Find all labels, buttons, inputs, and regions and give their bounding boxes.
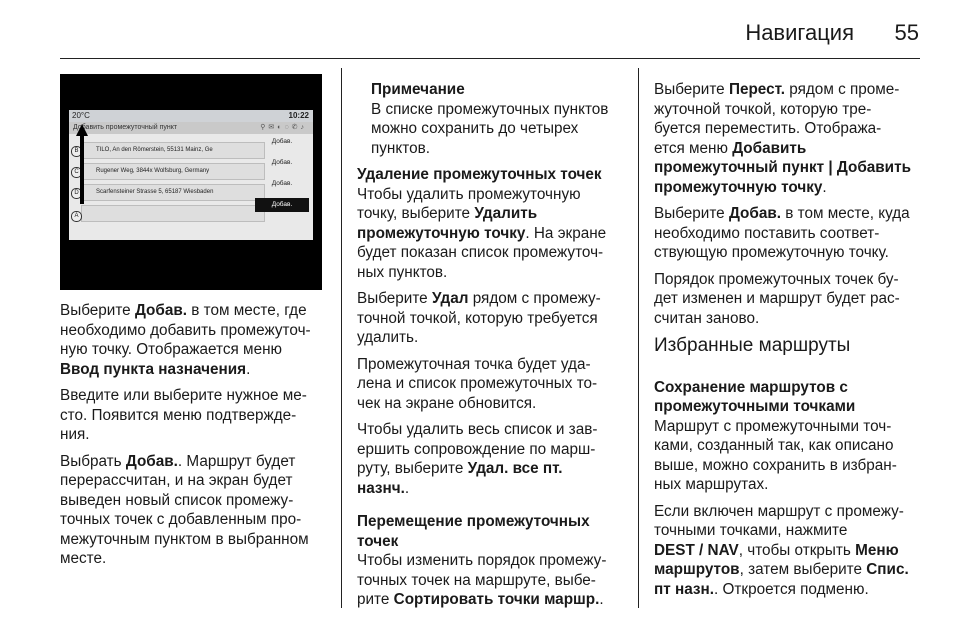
paragraph: [60, 301, 335, 379]
text: В списке промежуточных пунктов: [371, 100, 609, 118]
text: .: [404, 479, 410, 497]
note: [357, 80, 635, 158]
add-button-selected[interactable]: Добав.: [255, 198, 309, 212]
page-header: [0, 0, 960, 60]
text: , затем выберите: [739, 561, 867, 578]
text: ершить сопровождение по марш-: [357, 440, 596, 458]
heading-line: промежуточными точками: [654, 398, 856, 415]
clock: 10:22: [288, 111, 309, 120]
text: Выберите: [60, 302, 135, 319]
menu-term: промежуточный пункт | Добавить: [654, 159, 911, 176]
menu-term: назнч.: [357, 479, 405, 497]
infotainment-screenshot: [60, 74, 322, 290]
subsection-heading: [357, 512, 635, 551]
text: удалить.: [357, 329, 419, 346]
text: ную точку. Отображается меню: [60, 341, 282, 358]
header-rule: [60, 58, 920, 59]
paragraph: [357, 355, 635, 414]
text: ных пунктов.: [357, 263, 448, 281]
text: Выбрать: [60, 452, 126, 470]
paragraph: [60, 386, 335, 445]
menu-term: Добав.: [728, 205, 781, 222]
text: рядом с промежу-: [468, 290, 601, 307]
text: . Маршрут будет: [177, 452, 296, 470]
paragraph: [654, 80, 954, 197]
menu-term: Удал: [431, 290, 469, 307]
waypoint-row[interactable]: [81, 205, 265, 222]
text: ками, созданный так, как описано: [654, 437, 894, 454]
arrow-up-icon: [76, 124, 88, 136]
text: Чтобы удалить промежуточную: [357, 185, 581, 203]
menu-term: промежуточную точку: [357, 224, 526, 242]
menu-term: Добавить: [732, 139, 807, 157]
arrow-line: [80, 134, 84, 204]
waypoint-pin-icon: B: [71, 146, 82, 157]
text: чек на экране обновится.: [357, 394, 537, 412]
text: межуточным пунктом в выбранном: [60, 530, 309, 548]
text: месте.: [60, 550, 107, 567]
menu-title: [69, 122, 313, 134]
screen-bezel: [69, 240, 313, 280]
section-title: Навигация: [745, 20, 854, 45]
text: ствующую промежуточную точку.: [654, 244, 889, 261]
subsection-heading: [654, 378, 954, 417]
text: буется переместить. Отобража-: [654, 120, 882, 137]
text: Выберите: [654, 205, 729, 222]
heading-line: Сохранение маршрутов с: [654, 378, 848, 396]
text: руту, выберите: [357, 460, 468, 477]
text: Промежуточная точка будет уда-: [357, 355, 591, 373]
text: рите: [357, 591, 394, 608]
text: в том месте, где: [187, 302, 307, 319]
menu-term: пт назн.: [654, 580, 715, 598]
text: сто. Появится меню подтвержде-: [60, 406, 297, 424]
waypoint-pin-icon: C: [71, 167, 82, 178]
menu-term: Ввод пункта назначения: [60, 360, 247, 378]
device-screen: [69, 110, 313, 240]
note-title: Примечание: [371, 81, 465, 98]
text: Если включен маршрут с промежу-: [654, 502, 904, 520]
paragraph: [654, 502, 954, 600]
menu-term: Удал. все пт.: [467, 460, 563, 477]
heading-line: Перемещение промежуточных: [357, 513, 590, 530]
section-heading: Избранные маршруты: [654, 335, 851, 356]
text: перерассчитан, и на экран будет: [60, 472, 293, 489]
menu-term: Удалить: [474, 205, 538, 222]
text: Чтобы изменить порядок промежу-: [357, 552, 607, 569]
text: точных точек на маршруте, выбе-: [357, 571, 596, 589]
text: пунктов.: [371, 139, 430, 157]
text: Порядок промежуточных точек бу-: [654, 270, 899, 288]
subsection-heading: Удаление промежуточных точек: [357, 166, 602, 183]
menu-term: Сортировать точки маршр.: [393, 591, 600, 608]
text: жуточной точкой, которую тре-: [654, 100, 872, 118]
text: Выберите: [654, 81, 729, 98]
text: можно сохранить до четырех: [371, 120, 579, 137]
menu-term: Спис.: [866, 561, 909, 578]
add-button[interactable]: Добав.: [271, 159, 293, 166]
waypoint-address: Scarfensteiner Strasse 5, 65187 Wiesbaden: [96, 189, 214, 195]
text: Введите или выберите нужное ме-: [60, 387, 307, 404]
text: ных маршрутах.: [654, 476, 769, 493]
text: точку, выберите: [357, 205, 475, 222]
text: рядом с проме-: [785, 81, 900, 98]
column-divider: [341, 68, 342, 608]
text: точной точкой, которую требуется: [357, 309, 598, 327]
text: дет изменен и маршрут будет рас-: [654, 290, 900, 307]
menu-term: Добав.: [125, 452, 178, 470]
text: Чтобы удалить весь список и зав-: [357, 421, 598, 438]
waypoint-row[interactable]: [81, 142, 265, 159]
menu-term: маршрутов: [654, 561, 740, 578]
status-bar: [69, 110, 313, 122]
destination-pin-icon: A: [71, 211, 82, 222]
text: .: [599, 591, 604, 608]
menu-term: Перест.: [728, 81, 786, 98]
column-divider: [638, 68, 639, 608]
add-button[interactable]: Добав.: [271, 180, 293, 187]
menu-title-text: Добавить промежуточный пункт: [73, 124, 178, 131]
text: . Откроется подменю.: [714, 580, 869, 598]
text: необходимо добавить промежуточ-: [60, 321, 311, 339]
text: .: [246, 360, 251, 378]
menu-term: Добав.: [134, 302, 187, 319]
text: Выберите: [357, 290, 432, 307]
text: будет показан список промежуточ-: [357, 244, 604, 261]
paragraph: [357, 289, 635, 348]
paragraph: [357, 420, 635, 498]
column-1: [60, 301, 335, 576]
text: в том месте, куда: [781, 205, 910, 222]
temperature: 20°C: [72, 111, 90, 120]
column-3: [654, 80, 954, 606]
paragraph: [654, 417, 954, 495]
menu-term: Меню: [855, 541, 899, 559]
status-icons: ⚲✉◐◌✆♪: [260, 124, 307, 131]
column-2: [357, 80, 635, 617]
paragraph: [60, 452, 335, 569]
paragraph: [357, 185, 635, 283]
paragraph: [357, 551, 635, 610]
menu-term: DEST / NAV: [654, 541, 739, 559]
paragraph: [654, 204, 954, 263]
text: . На экране: [525, 224, 607, 242]
waypoint-address: TILO, An den Römerstein, 55131 Mainz, Ge: [96, 147, 213, 153]
text: необходимо поставить соответ-: [654, 224, 880, 242]
menu-term: промежуточную точку: [654, 178, 823, 196]
paragraph: [654, 270, 954, 329]
text: точными точками, нажмите: [654, 522, 848, 539]
add-button[interactable]: Добав.: [271, 138, 293, 145]
text: , чтобы открыть: [738, 541, 856, 559]
text: выведен новый список промежу-: [60, 491, 294, 509]
waypoint-address: Rugener Weg, 3844x Wolfsburg, Germany: [96, 168, 210, 174]
page-number: 55: [894, 20, 919, 45]
text: ния.: [60, 426, 90, 443]
text: лена и список промежуточных то-: [357, 375, 598, 392]
text: ется меню: [654, 139, 733, 157]
waypoint-pin-icon: D: [71, 188, 82, 199]
heading-line: точек: [357, 532, 399, 550]
text: считан заново.: [654, 309, 760, 327]
text: Маршрут с промежуточными точ-: [654, 417, 892, 435]
text: выше, можно сохранить в избран-: [654, 456, 897, 474]
waypoint-row[interactable]: [81, 184, 265, 201]
text: точных точек с добавленным про-: [60, 511, 302, 528]
text: .: [822, 178, 827, 196]
waypoint-row[interactable]: [81, 163, 265, 180]
